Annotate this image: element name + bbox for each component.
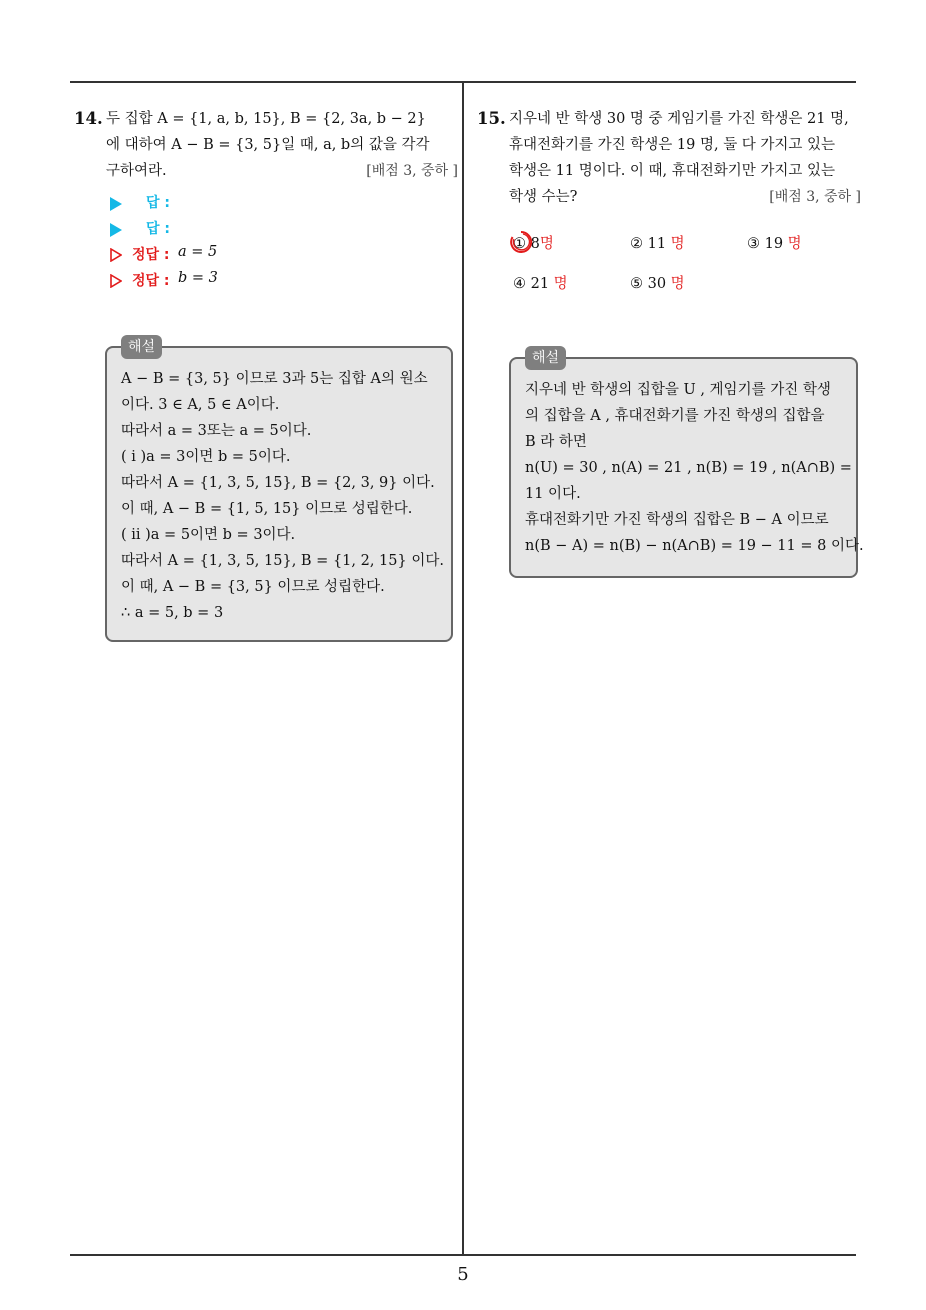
question-14	[74, 106, 458, 296]
choice-unit: 명	[787, 236, 802, 252]
correct-answer-label: 정답 :	[132, 247, 170, 263]
choice-unit: 명	[670, 236, 685, 252]
choice-value: 21	[530, 276, 550, 292]
choice-5[interactable]	[630, 272, 685, 293]
question-15-stem	[477, 106, 861, 210]
choice-mark: ④	[513, 276, 526, 292]
choice-value: 8	[530, 236, 540, 252]
column-divider	[462, 81, 464, 1256]
solution-line: 따라서 A = {1, 3, 5, 15}, B = {2, 3, 9} 이다.	[121, 475, 435, 491]
triangle-outline-icon	[110, 274, 122, 288]
choice-unit: 명	[539, 236, 554, 252]
triangle-bullet-icon	[110, 223, 122, 237]
page-number: 5	[457, 1264, 469, 1285]
choice-1[interactable]	[513, 232, 554, 253]
solution-line: ( ii )a = 5이면 b = 3이다.	[121, 527, 296, 543]
solution-line: 따라서 a = 3또는 a = 5이다.	[121, 423, 312, 439]
solution-line: 휴대전화기만 가진 학생의 집합은 B − A 이므로	[525, 512, 829, 528]
score-difficulty: [배점 3, 중하 ]	[366, 163, 458, 179]
answer-row	[74, 218, 458, 244]
question-line: 학생은 11 명이다. 이 때, 휴대전화기만 가지고 있는	[509, 163, 836, 179]
choice-value: 30	[647, 276, 667, 292]
choice-mark: ①	[513, 236, 526, 252]
choice-mark: ③	[747, 236, 760, 252]
answer-label: 답 :	[146, 221, 170, 237]
solution-box-14	[105, 339, 453, 642]
question-15	[477, 106, 861, 210]
solution-line: 따라서 A = {1, 3, 5, 15}, B = {1, 2, 15} 이다.	[121, 553, 444, 569]
question-line: 휴대전화기를 가진 학생은 19 명, 둘 다 가지고 있는	[509, 137, 836, 153]
answer-label: 답 :	[146, 195, 170, 211]
solution-line: 이다. 3 ∈ A, 5 ∈ A이다.	[121, 397, 280, 413]
solution-line: 의 집합을 A , 휴대전화기를 가진 학생의 집합을	[525, 408, 825, 424]
question-line	[509, 184, 861, 210]
correct-answer-row	[74, 270, 458, 296]
question-text: 학생 수는?	[509, 189, 578, 205]
score-difficulty: [배점 3, 중하 ]	[769, 189, 861, 205]
solution-line: 11 이다.	[525, 486, 581, 502]
question-14-stem	[74, 106, 458, 184]
answer-row	[74, 192, 458, 218]
choice-2[interactable]	[630, 232, 685, 253]
correct-answer-row	[74, 244, 458, 270]
triangle-outline-icon	[110, 248, 122, 262]
choice-mark: ⑤	[630, 276, 643, 292]
correct-answer-value: b = 3	[178, 270, 218, 286]
solution-box-15	[509, 350, 864, 578]
choice-4[interactable]	[513, 272, 568, 293]
solution-line: A − B = {3, 5} 이므로 3과 5는 집합 A의 원소	[121, 371, 428, 387]
correct-answer-value: a = 5	[178, 244, 218, 260]
solution-line: 이 때, A − B = {3, 5} 이므로 성립한다.	[121, 579, 385, 595]
choice-3[interactable]	[747, 232, 802, 253]
solution-line: 이 때, A − B = {1, 5, 15} 이므로 성립한다.	[121, 501, 413, 517]
solution-tag: 해설	[525, 346, 566, 370]
choice-value: 19	[764, 236, 784, 252]
solution-line: ∴ a = 5, b = 3	[121, 605, 224, 621]
choice-unit: 명	[670, 276, 685, 292]
triangle-bullet-icon	[110, 197, 122, 211]
solution-line: n(U) = 30 , n(A) = 21 , n(B) = 19 , n(A∩B) =	[525, 460, 852, 476]
choice-unit: 명	[553, 276, 568, 292]
question-line	[106, 158, 458, 184]
bottom-rule	[70, 1254, 856, 1256]
question-line: 두 집합 A = {1, a, b, 15}, B = {2, 3a, b − 2}	[106, 111, 426, 127]
selected-circle-icon	[509, 230, 533, 254]
correct-answer-label: 정답 :	[132, 273, 170, 289]
question-number: 14.	[74, 109, 103, 128]
solution-line: ( i )a = 3이면 b = 5이다.	[121, 449, 291, 465]
question-line: 지우네 반 학생 30 명 중 게임기를 가진 학생은 21 명,	[509, 111, 849, 127]
question-line: 에 대하여 A − B = {3, 5}일 때, a, b의 값을 각각	[106, 137, 430, 153]
question-text: 구하여라.	[106, 163, 167, 179]
solution-tag: 해설	[121, 335, 162, 359]
solution-line: B 라 하면	[525, 434, 587, 450]
choice-mark: ②	[630, 236, 643, 252]
question-number: 15.	[477, 109, 506, 128]
solution-line: n(B − A) = n(B) − n(A∩B) = 19 − 11 = 8 이다.	[525, 538, 864, 554]
choice-value: 11	[647, 236, 667, 252]
solution-line: 지우네 반 학생의 집합을 U , 게임기를 가진 학생	[525, 382, 831, 398]
